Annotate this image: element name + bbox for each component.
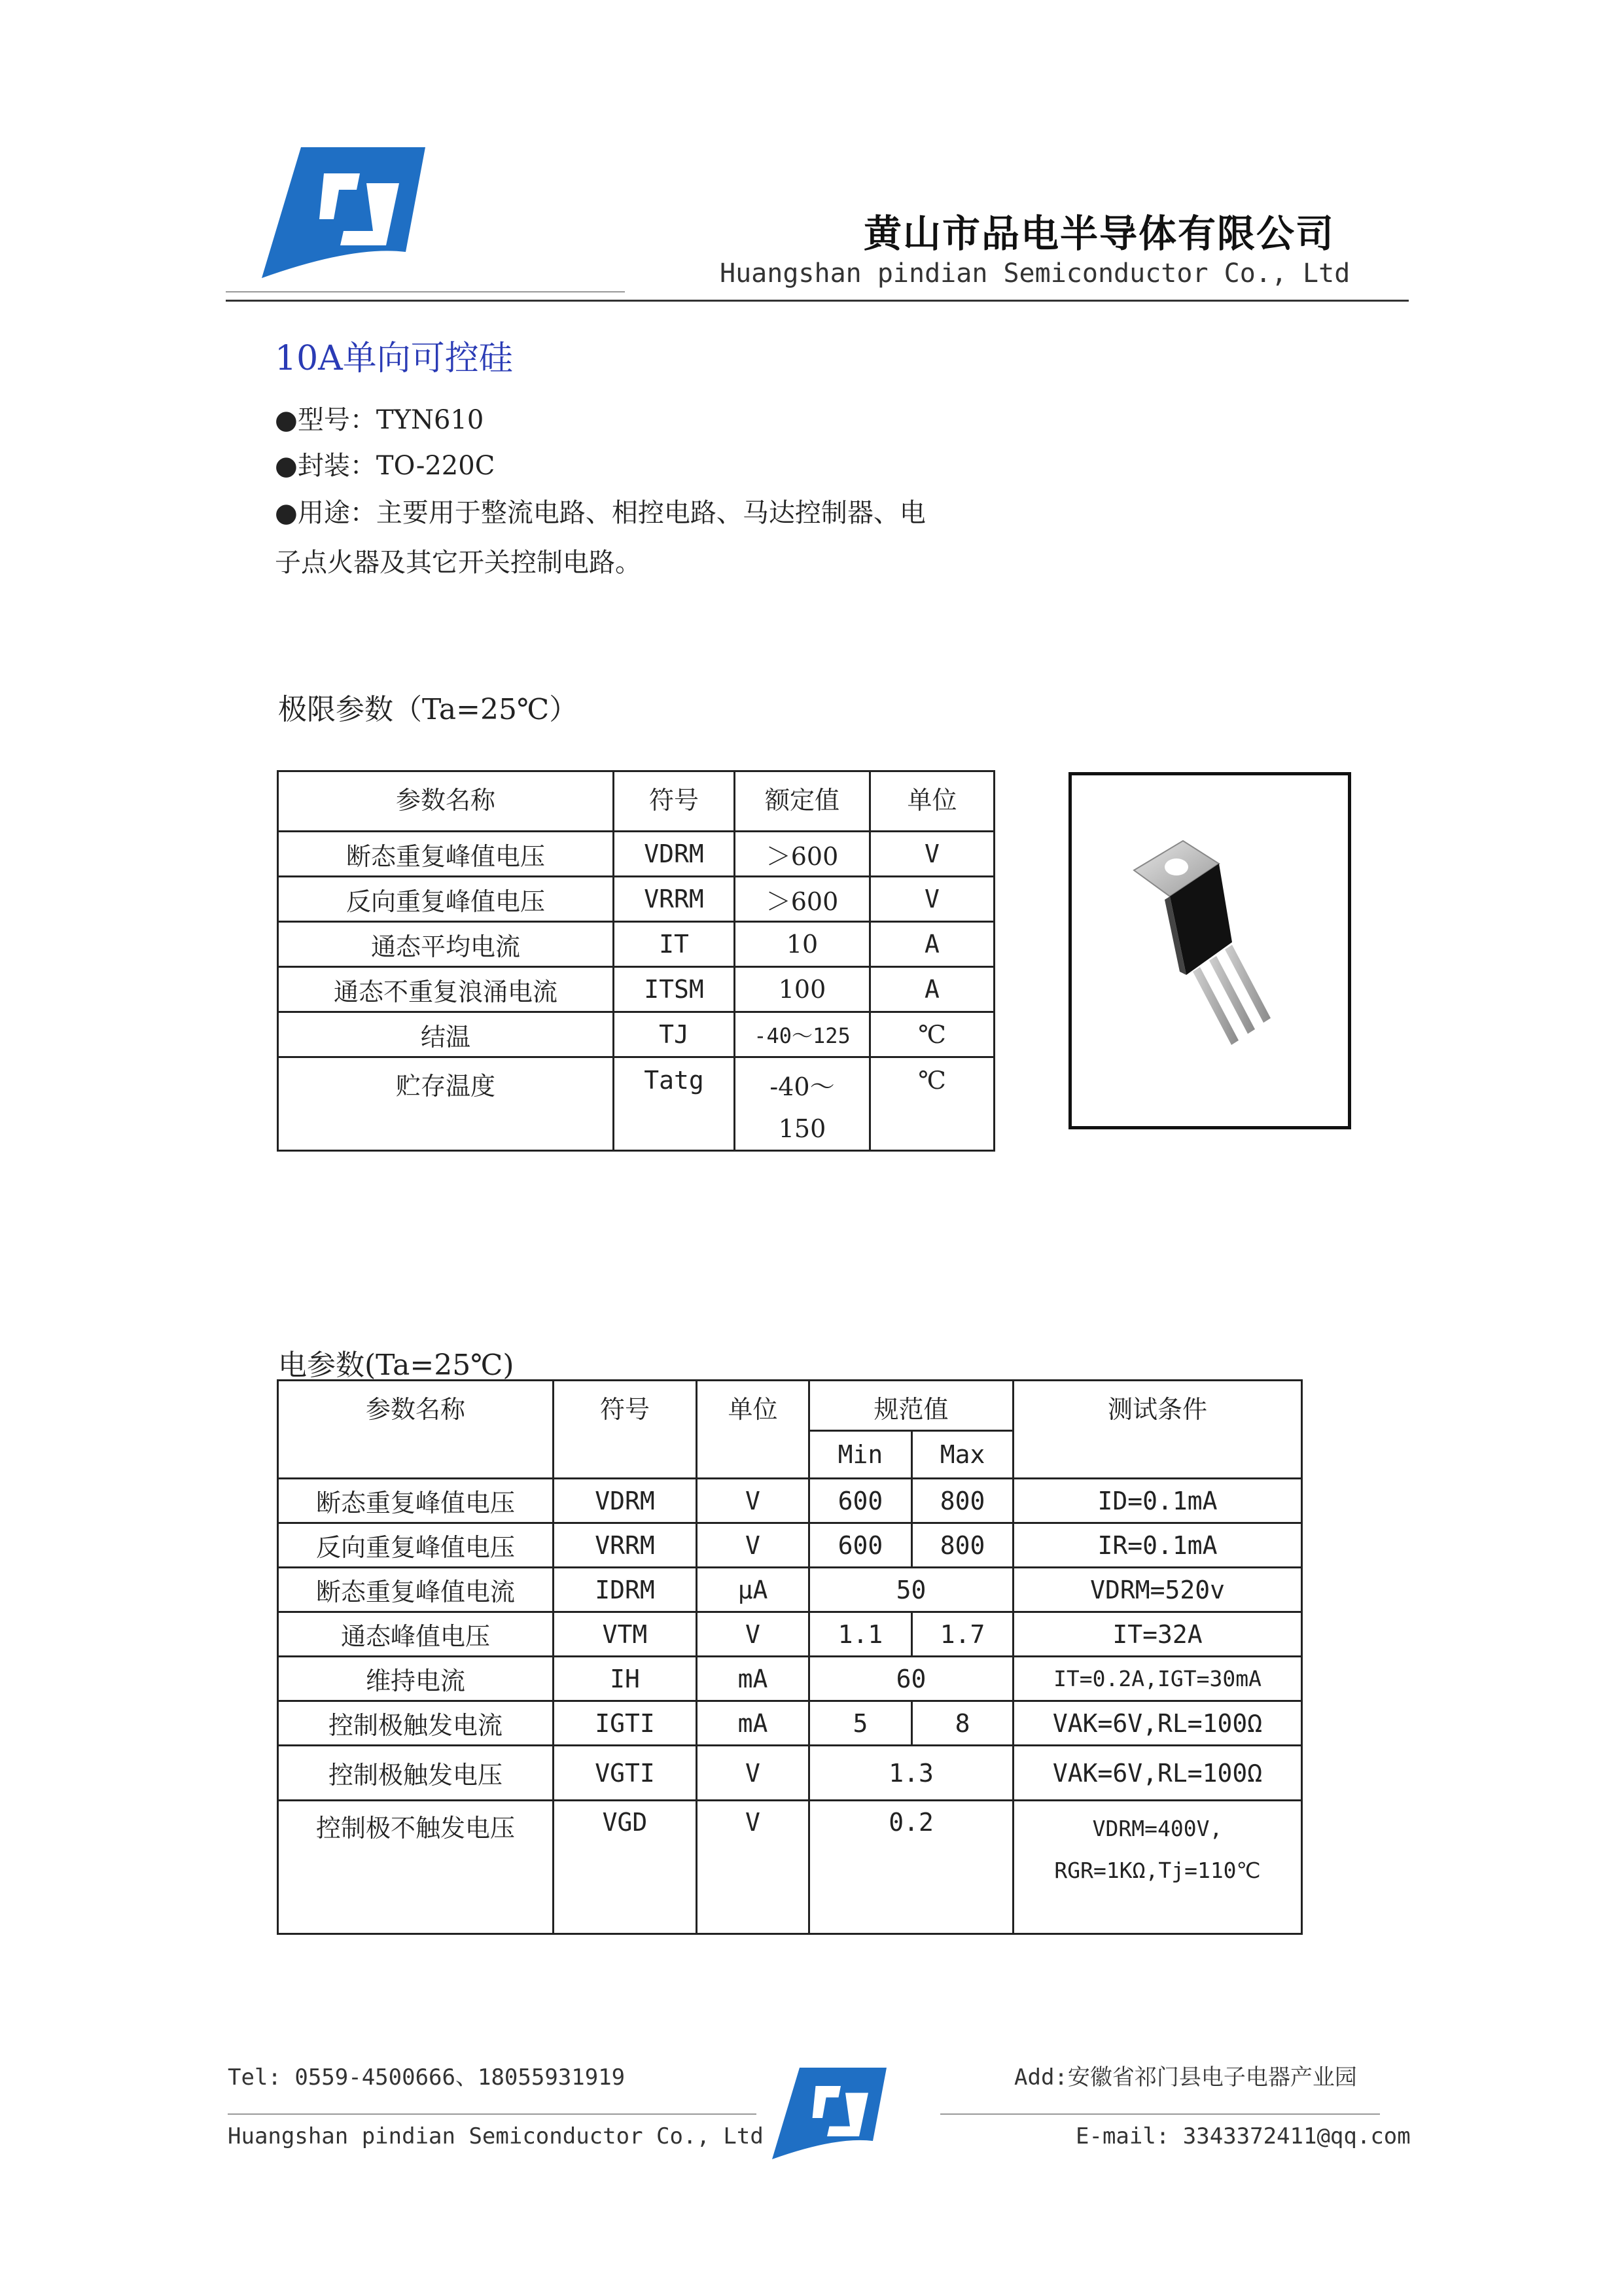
param-name: 控制极不触发电压 [278, 1801, 554, 1934]
param-value-line: -40～ [769, 1072, 835, 1101]
param-name: 结温 [278, 1012, 614, 1057]
column-header: 符号 [614, 771, 735, 832]
header-divider [226, 300, 1409, 302]
param-unit: V [697, 1612, 809, 1657]
company-name-cn: 黄山市品电半导体有限公司 [864, 211, 1335, 256]
param-name: 反向重复峰值电压 [278, 877, 614, 922]
param-value [735, 1057, 870, 1151]
param-symbol: VDRM [554, 1479, 697, 1523]
test-condition [1014, 1801, 1302, 1934]
param-max: 800 [912, 1523, 1014, 1568]
table-row [278, 1746, 1302, 1801]
table-row [278, 832, 995, 877]
param-name: 通态平均电流 [278, 922, 614, 967]
param-name: 断态重复峰值电流 [278, 1568, 554, 1612]
table-header-row [278, 771, 995, 832]
param-unit: V [697, 1801, 809, 1934]
param-value: 50 [809, 1568, 1014, 1612]
limits-table [277, 770, 995, 1152]
table-row [278, 1612, 1302, 1657]
param-value: -40～125 [735, 1012, 870, 1057]
param-value: 1.3 [809, 1746, 1014, 1801]
param-max: 8 [912, 1701, 1014, 1746]
param-value: 10 [735, 922, 870, 967]
param-unit: V [870, 832, 995, 877]
to220-package-image [1072, 775, 1348, 1126]
param-unit: V [870, 877, 995, 922]
column-header: 额定值 [735, 771, 870, 832]
company-logo-icon [772, 2068, 887, 2159]
footer-company-name: Huangshan pindian Semiconductor Co., Ltd [228, 2123, 764, 2149]
column-header-max: Max [912, 1431, 1014, 1479]
column-header: 单位 [870, 771, 995, 832]
test-condition-line: RGR=1KΩ,Tj=110℃ [1054, 1858, 1261, 1883]
param-name: 通态峰值电压 [278, 1612, 554, 1657]
table-header-row [278, 1381, 1302, 1431]
param-unit: ℃ [870, 1057, 995, 1151]
company-name-en: Huangshan pindian Semiconductor Co., Ltd [720, 258, 1350, 289]
param-min: 5 [809, 1701, 912, 1746]
param-max: 800 [912, 1479, 1014, 1523]
param-symbol: VTM [554, 1612, 697, 1657]
table-row [278, 1701, 1302, 1746]
package-line: ●封装：TO-220C [275, 451, 495, 481]
param-name: 通态不重复浪涌电流 [278, 967, 614, 1012]
test-condition: IR=0.1mA [1014, 1523, 1302, 1568]
test-condition: VDRM=520v [1014, 1568, 1302, 1612]
param-value-line: 150 [778, 1114, 826, 1143]
param-unit: V [697, 1523, 809, 1568]
param-unit: mA [697, 1657, 809, 1701]
footer-address: Add:安徽省祁门县电子电器产业园 [1014, 2064, 1357, 2091]
column-header: 参数名称 [278, 771, 614, 832]
footer-tel: Tel: 0559-4500666、18055931919 [228, 2064, 626, 2091]
table-row [278, 1657, 1302, 1701]
table-row [278, 967, 995, 1012]
param-name: 贮存温度 [278, 1057, 614, 1151]
param-unit: mA [697, 1701, 809, 1746]
param-name: 断态重复峰值电压 [278, 1479, 554, 1523]
param-symbol: IT [614, 922, 735, 967]
column-header: 单位 [697, 1381, 809, 1479]
usage-line: ●用途：主要用于整流电路、相控电路、马达控制器、电 [275, 498, 926, 528]
footer-divider-right [940, 2113, 1380, 2115]
param-min: 1.1 [809, 1612, 912, 1657]
limits-heading: 极限参数（Ta=25℃） [278, 693, 578, 726]
param-symbol: VRRM [554, 1523, 697, 1568]
column-header: 符号 [554, 1381, 697, 1479]
test-condition-line: VDRM=400V, [1092, 1816, 1223, 1841]
param-min: 600 [809, 1523, 912, 1568]
param-symbol: IDRM [554, 1568, 697, 1612]
param-min: 600 [809, 1479, 912, 1523]
column-header-min: Min [809, 1431, 912, 1479]
component-photo-frame [1068, 772, 1351, 1129]
model-line: ●型号：TYN610 [275, 405, 484, 435]
param-unit: A [870, 967, 995, 1012]
table-row [278, 922, 995, 967]
footer-divider-left [228, 2113, 756, 2115]
test-condition: VAK=6V,RL=100Ω [1014, 1701, 1302, 1746]
param-name: 反向重复峰值电压 [278, 1523, 554, 1568]
usage-line-continued: 子点火器及其它开关控制电路。 [275, 548, 641, 578]
param-symbol: ITSM [614, 967, 735, 1012]
table-row [278, 1057, 995, 1151]
param-name: 断态重复峰值电压 [278, 832, 614, 877]
test-condition: VAK=6V,RL=100Ω [1014, 1746, 1302, 1801]
column-header: 参数名称 [278, 1381, 554, 1479]
product-title: 10A单向可控硅 [275, 339, 513, 378]
param-symbol: IGTI [554, 1701, 697, 1746]
footer-email: E-mail: 3343372411@qq.com [1076, 2123, 1411, 2149]
param-unit: V [697, 1746, 809, 1801]
table-row [278, 1012, 995, 1057]
param-max: 1.7 [912, 1612, 1014, 1657]
param-symbol: VGD [554, 1801, 697, 1934]
param-symbol: VGTI [554, 1746, 697, 1801]
table-row [278, 877, 995, 922]
column-header: 测试条件 [1014, 1381, 1302, 1479]
table-row [278, 1568, 1302, 1612]
param-unit: μA [697, 1568, 809, 1612]
test-condition: ID=0.1mA [1014, 1479, 1302, 1523]
electrical-heading: 电参数(Ta=25℃) [278, 1349, 514, 1382]
param-name: 维持电流 [278, 1657, 554, 1701]
param-value: 60 [809, 1657, 1014, 1701]
param-symbol: TJ [614, 1012, 735, 1057]
param-value: 100 [735, 967, 870, 1012]
param-unit: ℃ [870, 1012, 995, 1057]
param-unit: V [697, 1479, 809, 1523]
param-symbol: Tatg [614, 1057, 735, 1151]
param-symbol: VRRM [614, 877, 735, 922]
test-condition: IT=32A [1014, 1612, 1302, 1657]
param-symbol: VDRM [614, 832, 735, 877]
param-value: 0.2 [809, 1801, 1014, 1934]
test-condition: IT=0.2A,IGT=30mA [1014, 1657, 1302, 1701]
electrical-table [277, 1379, 1303, 1935]
table-row [278, 1523, 1302, 1568]
header-divider-left [226, 291, 625, 292]
company-logo-icon [262, 147, 425, 278]
param-unit: A [870, 922, 995, 967]
param-name: 控制极触发电流 [278, 1701, 554, 1746]
param-value: ＞600 [735, 877, 870, 922]
param-value: ＞600 [735, 832, 870, 877]
param-symbol: IH [554, 1657, 697, 1701]
column-header: 规范值 [809, 1381, 1014, 1431]
param-name: 控制极触发电压 [278, 1746, 554, 1801]
table-row [278, 1801, 1302, 1934]
table-row [278, 1479, 1302, 1523]
